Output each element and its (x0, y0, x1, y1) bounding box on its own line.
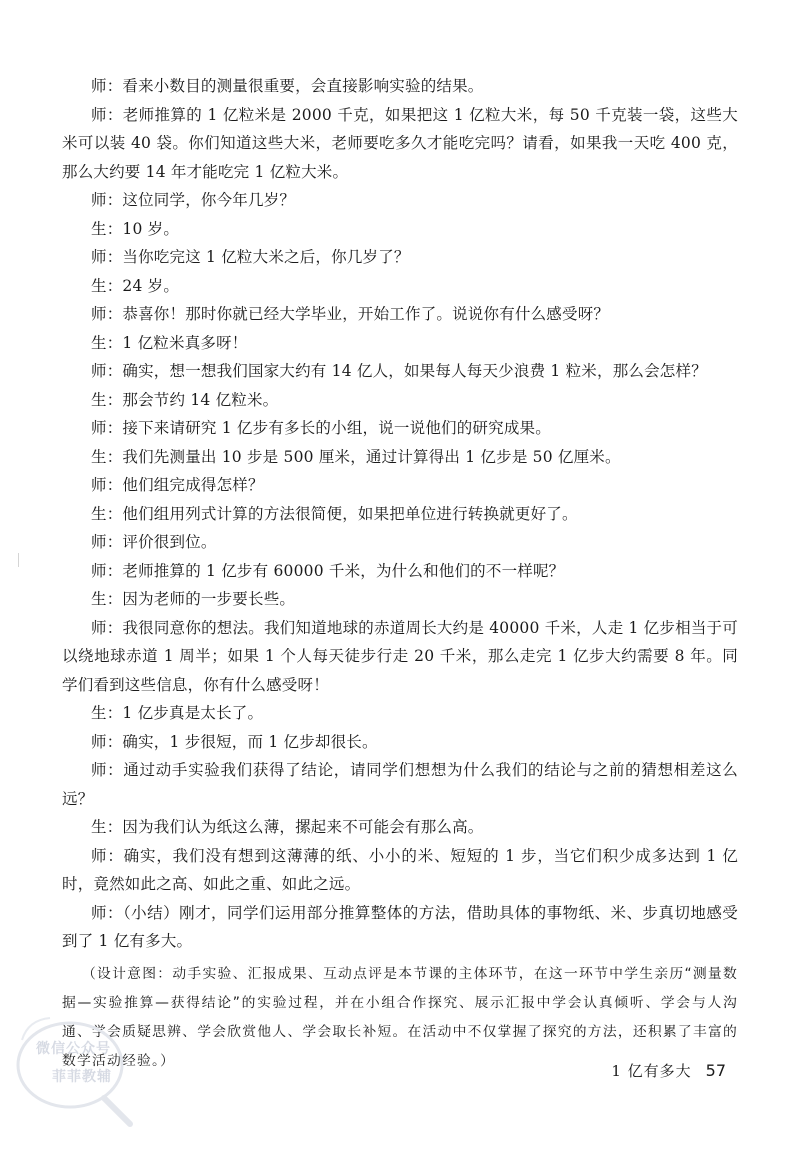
dialogue-paragraph-13: 师：他们组完成得怎样？ (91, 476, 264, 494)
watermark (8, 1010, 158, 1135)
dialogue-paragraph-24: 师：（小结）刚才，同学们运用部分推算整体的方法，借助具体的事物纸、米、步真切地感受到了 1 亿有多大。 (62, 903, 738, 950)
running-title: 1 亿有多大 (611, 1062, 692, 1080)
page-number: 57 (705, 1061, 726, 1080)
dialogue-paragraph-15: 师：评价很到位。 (91, 533, 217, 551)
dialogue-paragraph-19: 生：1 亿步真是太长了。 (91, 704, 264, 722)
dialogue-paragraph-10: 生：那会节约 14 亿粒米。 (91, 390, 279, 409)
watermark-line-2: 菲菲教辅 (52, 1069, 112, 1085)
dialogue-paragraph-7: 师：恭喜你！那时你就已经大学毕业，开始工作了。说说你有什么感受呀？ (91, 305, 610, 323)
dialogue-paragraph-14: 生：他们组用列式计算的方法很简便，如果把单位进行转换就更好了。 (91, 504, 578, 523)
dialogue-paragraph-12: 生：我们先测量出 10 步是 500 厘米，通过计算得出 1 亿步是 50 亿厘米。 (91, 447, 621, 466)
dialogue-paragraph-3: 师：这位同学，你今年几岁？ (91, 191, 296, 209)
dialogue-paragraph-1: 师：看来小数目的测量很重要，会直接影响实验的结果。 (91, 77, 484, 95)
dialogue-paragraph-17: 生：因为老师的一步要长些。 (91, 590, 296, 608)
page-body (62, 72, 738, 1076)
dialogue-paragraph-9: 师：确实，想一想我们国家大约有 14 亿人，如果每人每天少浪费 1 粒米，那么会怎样？ (91, 362, 707, 380)
dialogue-paragraph-4: 生：10 岁。 (91, 219, 180, 238)
dialogue-paragraph-2: 师：老师推算的 1 亿粒米是 2000 千克，如果把这 1 亿粒大米，每 50 千克装一袋，这些大米可以装 40 袋。你们知道这些大米，老师要吃多久才能吃完吗？请看，如果我一天吃 400 克，那么大约要 14 年才能吃完 1 亿粒大米。 (62, 105, 738, 181)
dialogue-paragraph-20: 师：确实，1 步很短，而 1 亿步却很长。 (91, 732, 378, 751)
page-footer (611, 1060, 726, 1084)
dialogue-paragraph-21: 师：通过动手实验我们获得了结论，请同学们想想为什么我们的结论与之前的猜想相差这么远？ (62, 761, 738, 808)
dialogue-paragraph-11: 师：接下来请研究 1 亿步有多长的小组，说一说他们的研究成果。 (91, 419, 551, 437)
watermark-line-1: 微信公众号 (36, 1041, 111, 1057)
dialogue-paragraph-16: 师：老师推算的 1 亿步有 60000 千米，为什么和他们的不一样呢？ (91, 561, 565, 580)
dialogue-paragraph-18: 师：我很同意你的想法。我们知道地球的赤道周长大约是 40000 千米，人走 1 亿步相当于可以绕地球赤道 1 周半；如果 1 个人每天徒步行走 20 千米，那么走完 1 亿步大约需要 8 年。同学们看到这些信息，你有什么感受呀！ (62, 618, 738, 694)
dialogue-paragraph-5: 师：当你吃完这 1 亿粒大米之后，你几岁了？ (91, 248, 410, 266)
dialogue-paragraph-8: 生：1 亿粒米真多呀！ (91, 333, 248, 352)
dialogue-paragraph-6: 生：24 岁。 (91, 276, 180, 295)
margin-mark (18, 553, 19, 567)
dialogue-paragraph-23: 师：确实，我们没有想到这薄薄的纸、小小的米、短短的 1 步，当它们积少成多达到 1 亿时，竟然如此之高、如此之重、如此之远。 (62, 846, 738, 893)
design-intent-note: （设计意图：动手实验、汇报成果、互动点评是本节课的主体环节，在这一环节中学生亲历“测量数据—实验推算—获得结论”的实验过程，并在小组合作探究、展示汇报中学会认真倾听、学会与人沟通、学会质疑思辨、学会欣赏他人、学会取长补短。在活动中不仅掌握了探究的方法，还积累了丰富的数学活动经验。） (62, 965, 738, 1069)
dialogue-paragraph-22: 生：因为我们认为纸这么薄，摞起来不可能会有那么高。 (91, 818, 484, 836)
